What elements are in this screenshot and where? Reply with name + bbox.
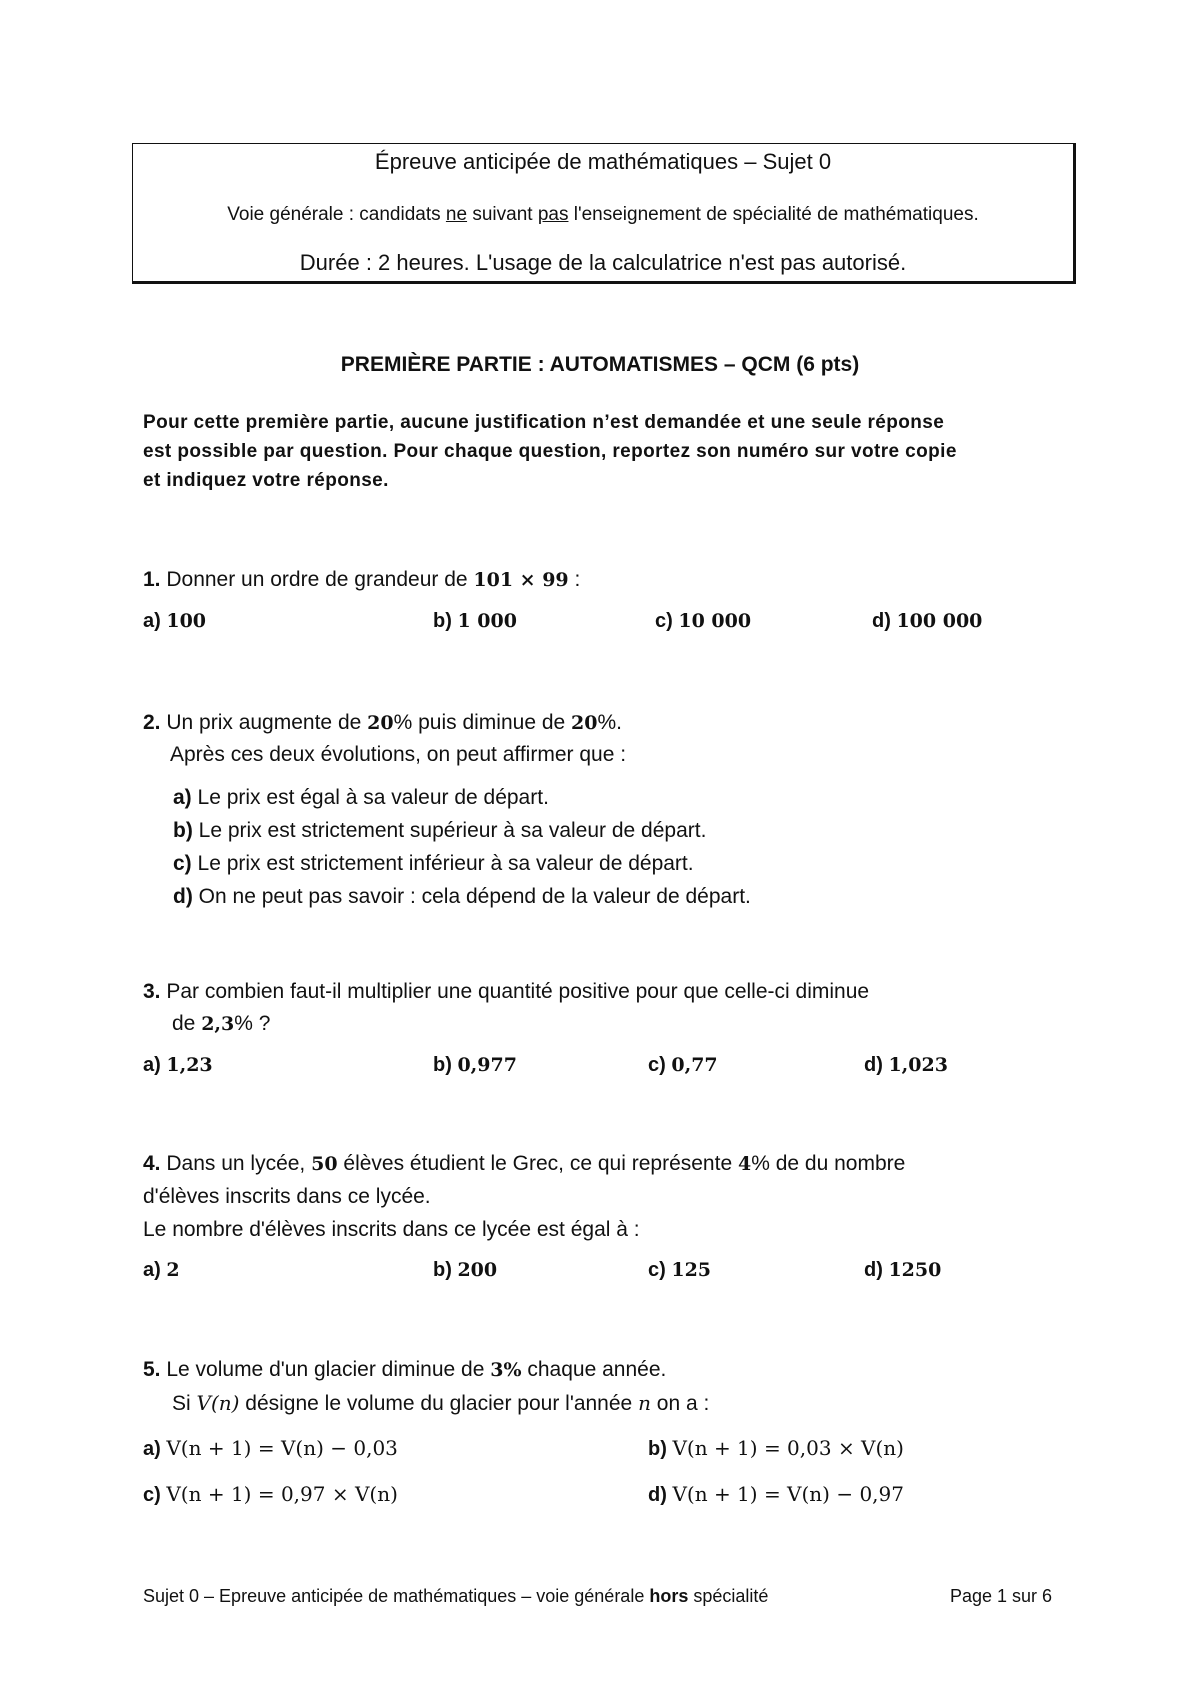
q3-option-c: c) 0,77 [648, 1054, 718, 1076]
q2-option-c: c) Le prix est strictement inférieur à sa valeur de départ. [173, 852, 694, 875]
question-3: 3. Par combien faut-il multiplier une quantité positive pour que celle-ci diminue [143, 980, 870, 1003]
question-4-line-3: Le nombre d'élèves inscrits dans ce lycée est égal à : [143, 1218, 640, 1241]
q4-option-d: d) 1250 [864, 1259, 942, 1281]
q5-option-b: b) V(n + 1) = 0,03 × V(n) [648, 1436, 904, 1460]
question-1: 1. Donner un ordre de grandeur de 101 × 99 : [143, 568, 581, 591]
question-2: 2. Un prix augmente de 20% puis diminue de 20%. [143, 711, 622, 734]
q1-option-a: a) 100 [143, 610, 207, 632]
part-title: PREMIÈRE PARTIE : AUTOMATISMES – QCM (6 pts) [340, 353, 860, 376]
q1-option-d: d) 100 000 [872, 610, 983, 632]
q4-option-a: a) 2 [143, 1259, 180, 1281]
question-5: 5. Le volume d'un glacier diminue de 3% chaque année. [143, 1358, 667, 1381]
exam-header-box [132, 143, 1076, 284]
q4-option-c: c) 125 [648, 1259, 712, 1281]
instructions: Pour cette première partie, aucune justification n’est demandée et une seule réponse est possible par question. Pour chaque question, reportez son numéro sur votre copie et indiquez votre réponse. [143, 412, 957, 491]
q2-options [173, 781, 751, 913]
question-2-line-2: Après ces deux évolutions, on peut affirmer que : [170, 743, 627, 766]
q2-option-b: b) Le prix est strictement supérieur à sa valeur de départ. [173, 819, 707, 842]
q1-option-c: c) 10 000 [655, 610, 752, 632]
question-5-line-2: Si V(n) désigne le volume du glacier pour l'année n on a : [172, 1391, 710, 1415]
exam-voie: Voie générale : candidats ne suivant pas l'enseignement de spécialité de mathématiques. [227, 204, 979, 225]
exam-duration: Durée : 2 heures. L'usage de la calculatrice n'est pas autorisé. [299, 250, 907, 275]
q3-option-b: b) 0,977 [433, 1054, 517, 1076]
question-4: 4. Dans un lycée, 50 élèves étudient le Grec, ce qui représente 4% de du nombre [143, 1152, 906, 1175]
q5-option-c: c) V(n + 1) = 0,97 × V(n) [143, 1482, 398, 1506]
question-3-line-2: de 2,3% ? [172, 1012, 271, 1035]
q2-option-a: a) Le prix est égal à sa valeur de départ. [173, 786, 549, 809]
q5-option-a: a) V(n + 1) = V(n) − 0,03 [143, 1436, 398, 1460]
page-number: Page 1 sur 6 [950, 1586, 1053, 1606]
q3-option-d: d) 1,023 [864, 1054, 948, 1076]
exam-title: Épreuve anticipée de mathématiques – Sujet 0 [374, 149, 832, 174]
q2-option-d: d) On ne peut pas savoir : cela dépend de la valeur de départ. [173, 885, 751, 908]
q1-option-b: b) 1 000 [433, 610, 517, 632]
question-4-line-2: d'élèves inscrits dans ce lycée. [143, 1185, 431, 1208]
q3-option-a: a) 1,23 [143, 1054, 213, 1076]
q5-option-d: d) V(n + 1) = V(n) − 0,97 [648, 1482, 904, 1506]
q4-option-b: b) 200 [433, 1259, 498, 1281]
footer-text: Sujet 0 – Epreuve anticipée de mathématiques – voie générale hors spécialité [143, 1586, 769, 1606]
